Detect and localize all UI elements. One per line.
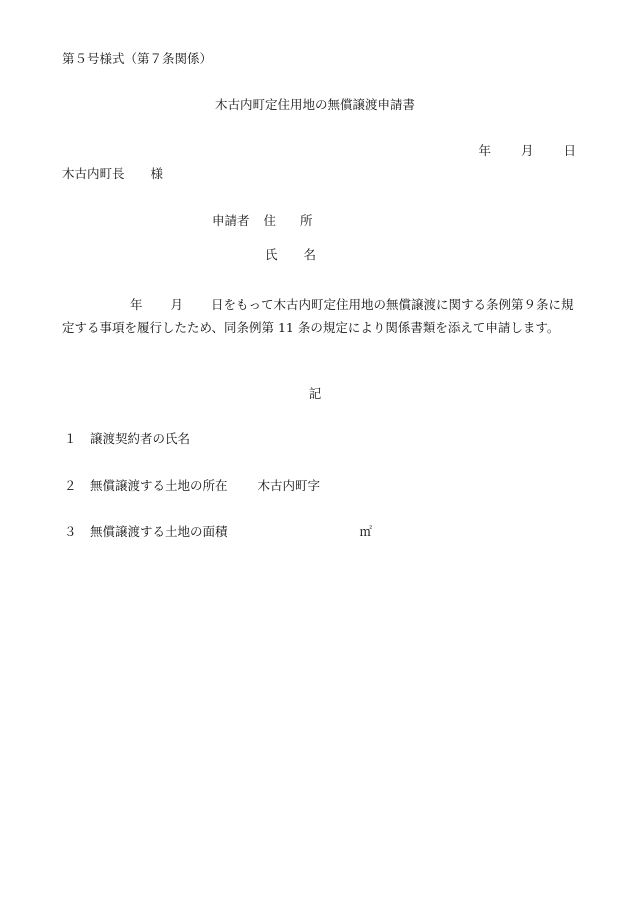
item-value: 木古内町字	[257, 478, 321, 493]
address-label-2: 所	[300, 213, 313, 228]
item-number: ２	[64, 478, 77, 493]
addressee-honorific: 様	[150, 166, 164, 181]
application-statement	[62, 293, 582, 339]
applicant-name-line	[265, 249, 316, 262]
date-day-label: 日	[563, 143, 576, 158]
item-number: １	[64, 431, 77, 446]
applicant-address-line	[212, 215, 313, 228]
date-line	[478, 145, 576, 158]
addressee	[62, 168, 163, 181]
statement-rest: に規定する事項を履行したため、同条例第 11 条の規定により関係書類を添えて申請します。	[62, 297, 574, 335]
item-transferee-name	[64, 433, 190, 446]
item-label: 譲渡契約者の氏名	[90, 431, 191, 446]
date-year-label: 年	[478, 143, 491, 158]
statement-line1: 日をもって木古内町定住用地の無償譲渡に関する条例第９条	[211, 297, 549, 312]
form-number: 第５号様式（第７条関係）	[62, 51, 213, 66]
date-month-label: 月	[520, 143, 534, 158]
document-title: 木古内町定住用地の無償譲渡申請書	[214, 97, 415, 112]
ki-heading: 記	[308, 386, 322, 401]
addressee-name: 木古内町長	[62, 166, 125, 181]
item-land-area	[64, 526, 372, 539]
address-label-1: 住	[263, 213, 277, 228]
statement-month: 月	[170, 297, 184, 312]
item-label: 無償譲渡する土地の面積	[90, 524, 228, 539]
item-label: 無償譲渡する土地の所在	[90, 478, 228, 493]
area-unit: ㎡	[359, 524, 373, 539]
item-number: ３	[64, 524, 77, 539]
applicant-label: 申請者	[212, 213, 250, 228]
name-label-2: 名	[303, 247, 317, 262]
statement-year: 年	[130, 297, 143, 312]
item-land-location	[64, 480, 320, 493]
name-label-1: 氏	[265, 247, 278, 262]
